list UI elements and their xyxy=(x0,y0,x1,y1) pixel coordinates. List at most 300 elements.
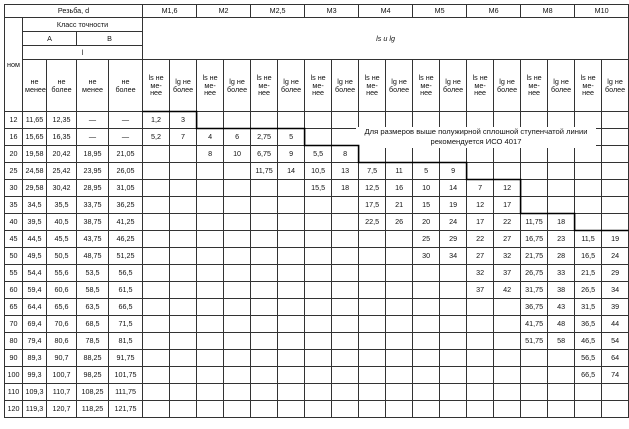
lg-cell: 16 xyxy=(386,180,413,197)
a-max-cell: 110,7 xyxy=(47,384,77,401)
ls-cell: 12 xyxy=(467,197,494,214)
lg-cell xyxy=(548,197,575,214)
ls-cell: 37 xyxy=(467,282,494,299)
lg-cell xyxy=(548,163,575,180)
lg-cell xyxy=(386,316,413,333)
lg-cell xyxy=(278,265,305,282)
ls-cell xyxy=(251,316,278,333)
ls-cell: 2,75 xyxy=(251,129,278,146)
lg-cell xyxy=(386,282,413,299)
lg-cell xyxy=(494,299,521,316)
lg-cell xyxy=(278,231,305,248)
ls-cell xyxy=(305,350,332,367)
ls-cell: 15,5 xyxy=(305,180,332,197)
ls-cell xyxy=(305,248,332,265)
bolt-length-table xyxy=(4,4,629,418)
lg-cell xyxy=(332,367,359,384)
nom-cell: 45 xyxy=(5,231,23,248)
ls-cell xyxy=(197,333,224,350)
lg-cell: 34 xyxy=(602,282,629,299)
ls-cell xyxy=(359,248,386,265)
lg-cell xyxy=(386,112,413,129)
lg-cell xyxy=(548,112,575,129)
lg-cell xyxy=(170,384,197,401)
ls-cell xyxy=(197,367,224,384)
lg-cell: 58 xyxy=(548,333,575,350)
lg-cell xyxy=(170,299,197,316)
lg-cell: 18 xyxy=(332,180,359,197)
lg-cell xyxy=(332,282,359,299)
b-max-cell: 31,05 xyxy=(109,180,143,197)
thread-m6: M6 xyxy=(467,5,521,18)
ls-cell xyxy=(143,401,170,418)
a-min-cell: 39,5 xyxy=(23,214,47,231)
a-min-cell: 44,5 xyxy=(23,231,47,248)
lg-cell xyxy=(386,231,413,248)
nom-cell: 60 xyxy=(5,282,23,299)
ls-cell xyxy=(305,112,332,129)
ls-cell xyxy=(521,350,548,367)
ls-cell xyxy=(359,401,386,418)
lg-cell: 29 xyxy=(602,265,629,282)
lg-cell: 23 xyxy=(548,231,575,248)
nom-cell: 100 xyxy=(5,367,23,384)
lg-cell xyxy=(278,299,305,316)
lg-cell xyxy=(170,401,197,418)
ls-cell xyxy=(197,401,224,418)
lg-max-header: lg не более xyxy=(170,60,197,112)
lg-cell: 13 xyxy=(332,163,359,180)
lg-cell: 32 xyxy=(494,248,521,265)
b-max-cell: 51,25 xyxy=(109,248,143,265)
ls-cell xyxy=(251,180,278,197)
ls-cell xyxy=(413,384,440,401)
table-row xyxy=(5,282,629,299)
a-max-header: не более xyxy=(47,60,77,112)
b-min-cell: 23,95 xyxy=(77,163,109,180)
lg-cell: 12 xyxy=(494,180,521,197)
b-max-cell: 101,75 xyxy=(109,367,143,384)
b-min-cell: 63,5 xyxy=(77,299,109,316)
thread-m1-6: M1,6 xyxy=(143,5,197,18)
thread-m10: M10 xyxy=(575,5,629,18)
ls-cell: 5,5 xyxy=(305,146,332,163)
lg-cell xyxy=(224,333,251,350)
ls-cell xyxy=(521,401,548,418)
ls-cell xyxy=(305,129,332,146)
nom-cell: 16 xyxy=(5,129,23,146)
lg-cell xyxy=(170,231,197,248)
ls-cell xyxy=(467,299,494,316)
ls-cell xyxy=(359,350,386,367)
a-min-cell: 49,5 xyxy=(23,248,47,265)
lg-cell xyxy=(494,316,521,333)
lg-cell xyxy=(170,333,197,350)
ls-cell xyxy=(197,384,224,401)
b-max-cell: 26,05 xyxy=(109,163,143,180)
lg-cell: 19 xyxy=(602,231,629,248)
b-min-cell: 58,5 xyxy=(77,282,109,299)
lg-cell xyxy=(332,316,359,333)
ls-cell: 46,5 xyxy=(575,333,602,350)
ls-cell xyxy=(305,282,332,299)
ls-cell xyxy=(575,197,602,214)
lg-cell xyxy=(224,197,251,214)
lg-cell xyxy=(224,316,251,333)
thread-m2: M2 xyxy=(197,5,251,18)
lg-cell xyxy=(602,214,629,231)
ls-cell: 41,75 xyxy=(521,316,548,333)
lg-cell: 26 xyxy=(386,214,413,231)
ls-cell xyxy=(575,384,602,401)
b-min-cell: 118,25 xyxy=(77,401,109,418)
b-max-cell: 56,5 xyxy=(109,265,143,282)
lg-cell xyxy=(494,163,521,180)
lg-cell xyxy=(602,112,629,129)
ls-cell xyxy=(575,146,602,163)
b-min-cell: — xyxy=(77,112,109,129)
lg-cell: 42 xyxy=(494,282,521,299)
ls-cell xyxy=(143,214,170,231)
ls-cell xyxy=(143,350,170,367)
lg-cell xyxy=(170,350,197,367)
lg-cell xyxy=(332,265,359,282)
ls-cell: 26,75 xyxy=(521,265,548,282)
a-max-cell: 70,6 xyxy=(47,316,77,333)
lg-cell xyxy=(548,401,575,418)
thread-m5: M5 xyxy=(413,5,467,18)
thread-header: Резьба, d xyxy=(5,5,143,18)
ls-cell: 36,75 xyxy=(521,299,548,316)
a-min-cell: 19,58 xyxy=(23,146,47,163)
lg-cell xyxy=(386,265,413,282)
ls-cell xyxy=(143,197,170,214)
lg-cell xyxy=(494,146,521,163)
ls-cell xyxy=(143,282,170,299)
ls-cell xyxy=(359,367,386,384)
lg-cell xyxy=(170,248,197,265)
ls-cell: 11,75 xyxy=(521,214,548,231)
b-max-cell: 46,25 xyxy=(109,231,143,248)
lg-cell: 9 xyxy=(440,163,467,180)
lg-cell xyxy=(170,214,197,231)
b-max-cell: 21,05 xyxy=(109,146,143,163)
b-max-cell: 121,75 xyxy=(109,401,143,418)
ls-cell xyxy=(359,112,386,129)
b-min-cell: 108,25 xyxy=(77,384,109,401)
lg-cell xyxy=(440,112,467,129)
ls-cell xyxy=(413,112,440,129)
b-max-cell: 36,25 xyxy=(109,197,143,214)
a-max-cell: 45,5 xyxy=(47,231,77,248)
a-max-cell: 12,35 xyxy=(47,112,77,129)
lg-cell: 74 xyxy=(602,367,629,384)
ls-cell xyxy=(359,384,386,401)
a-max-cell: 25,42 xyxy=(47,163,77,180)
lg-cell xyxy=(494,350,521,367)
ls-cell xyxy=(197,214,224,231)
lg-cell xyxy=(224,282,251,299)
thread-m2-5: M2,5 xyxy=(251,5,305,18)
ls-cell: 30 xyxy=(413,248,440,265)
lg-cell xyxy=(602,180,629,197)
table-row xyxy=(5,333,629,350)
b-max-cell: 41,25 xyxy=(109,214,143,231)
ls-cell xyxy=(251,112,278,129)
lg-cell xyxy=(170,146,197,163)
ls-cell xyxy=(197,112,224,129)
ls-cell xyxy=(467,333,494,350)
ls-cell xyxy=(143,333,170,350)
lg-cell xyxy=(278,384,305,401)
a-max-cell: 90,7 xyxy=(47,350,77,367)
lg-cell xyxy=(494,384,521,401)
ls-cell xyxy=(467,384,494,401)
ls-cell xyxy=(143,367,170,384)
b-min-cell: 48,75 xyxy=(77,248,109,265)
lg-cell xyxy=(332,214,359,231)
table-row xyxy=(5,146,629,163)
ls-cell xyxy=(305,333,332,350)
lg-cell xyxy=(494,367,521,384)
ls-cell xyxy=(305,316,332,333)
ls-cell xyxy=(305,384,332,401)
ls-min-header: ls не ме-нее xyxy=(413,60,440,112)
lg-max-header: lg не более xyxy=(602,60,629,112)
ls-cell xyxy=(251,214,278,231)
lg-cell xyxy=(602,129,629,146)
b-min-cell: 38,75 xyxy=(77,214,109,231)
lg-cell xyxy=(602,384,629,401)
a-min-cell: 79,4 xyxy=(23,333,47,350)
lg-max-header: lg не более xyxy=(278,60,305,112)
ls-cell xyxy=(467,401,494,418)
table-row xyxy=(5,197,629,214)
lg-cell xyxy=(386,248,413,265)
ls-cell xyxy=(143,180,170,197)
ls-cell xyxy=(251,384,278,401)
ls-cell: 56,5 xyxy=(575,350,602,367)
lg-cell: 39 xyxy=(602,299,629,316)
a-max-cell: 100,7 xyxy=(47,367,77,384)
b-min-cell: 88,25 xyxy=(77,350,109,367)
ls-cell xyxy=(521,197,548,214)
lg-cell: 43 xyxy=(548,299,575,316)
nom-cell: 20 xyxy=(5,146,23,163)
ls-cell xyxy=(413,333,440,350)
lg-max-header: lg не более xyxy=(548,60,575,112)
ls-cell xyxy=(413,401,440,418)
lg-cell: 34 xyxy=(440,248,467,265)
ls-cell xyxy=(251,282,278,299)
ls-cell xyxy=(413,316,440,333)
lg-cell: 37 xyxy=(494,265,521,282)
ls-cell xyxy=(305,265,332,282)
ls-cell: 31,5 xyxy=(575,299,602,316)
ls-cell xyxy=(413,146,440,163)
ls-cell xyxy=(197,265,224,282)
ls-cell: 6,75 xyxy=(251,146,278,163)
lg-cell xyxy=(170,163,197,180)
lg-cell: 7 xyxy=(170,129,197,146)
ls-cell xyxy=(143,248,170,265)
ls-cell: 22,5 xyxy=(359,214,386,231)
lg-cell xyxy=(224,367,251,384)
a-min-cell: 64,4 xyxy=(23,299,47,316)
table-row xyxy=(5,299,629,316)
ls-cell: 16,75 xyxy=(521,231,548,248)
a-min-cell: 34,5 xyxy=(23,197,47,214)
lg-max-header: lg не более xyxy=(224,60,251,112)
nom-cell: 110 xyxy=(5,384,23,401)
ls-min-header: ls не ме-нее xyxy=(143,60,170,112)
b-min-cell: 53,5 xyxy=(77,265,109,282)
ls-cell xyxy=(521,146,548,163)
ls-cell: 5,2 xyxy=(143,129,170,146)
ls-cell xyxy=(305,197,332,214)
lg-cell: 24 xyxy=(440,214,467,231)
a-max-cell: 40,5 xyxy=(47,214,77,231)
lg-cell xyxy=(224,231,251,248)
ls-cell: 31,75 xyxy=(521,282,548,299)
ls-cell: 36,5 xyxy=(575,316,602,333)
a-min-cell: 99,3 xyxy=(23,367,47,384)
ls-cell xyxy=(305,367,332,384)
lg-cell xyxy=(278,197,305,214)
table-row xyxy=(5,231,629,248)
lg-cell: 38 xyxy=(548,282,575,299)
table-row xyxy=(5,316,629,333)
a-min-cell: 119,3 xyxy=(23,401,47,418)
b-max-cell: 81,5 xyxy=(109,333,143,350)
lg-cell xyxy=(386,333,413,350)
ls-cell: 12,5 xyxy=(359,180,386,197)
ls-cell xyxy=(251,248,278,265)
ls-cell xyxy=(521,180,548,197)
lg-cell xyxy=(170,180,197,197)
ls-cell: 5 xyxy=(413,163,440,180)
lg-cell xyxy=(332,350,359,367)
ls-cell: 51,75 xyxy=(521,333,548,350)
a-max-cell: 30,42 xyxy=(47,180,77,197)
lg-cell xyxy=(278,112,305,129)
ls-cell xyxy=(305,231,332,248)
ls-cell xyxy=(197,180,224,197)
lg-cell xyxy=(602,146,629,163)
lg-cell: 17 xyxy=(494,197,521,214)
lg-cell xyxy=(548,384,575,401)
ls-cell xyxy=(143,384,170,401)
nom-cell: 25 xyxy=(5,163,23,180)
lg-cell xyxy=(224,214,251,231)
ls-cell xyxy=(413,299,440,316)
ls-cell xyxy=(251,333,278,350)
table-row xyxy=(5,163,629,180)
ls-cell xyxy=(359,265,386,282)
nom-cell: 70 xyxy=(5,316,23,333)
ls-cell xyxy=(305,214,332,231)
a-min-cell: 109,3 xyxy=(23,384,47,401)
lg-cell xyxy=(332,231,359,248)
b-min-cell: 28,95 xyxy=(77,180,109,197)
lg-cell xyxy=(602,401,629,418)
lg-cell: 54 xyxy=(602,333,629,350)
b-min-header: не менее xyxy=(77,60,109,112)
lg-cell: 22 xyxy=(494,214,521,231)
lg-max-header: lg не более xyxy=(494,60,521,112)
lg-cell: 9 xyxy=(278,146,305,163)
ls-cell: 26,5 xyxy=(575,282,602,299)
table-row xyxy=(5,384,629,401)
lg-cell xyxy=(494,333,521,350)
lg-cell: 48 xyxy=(548,316,575,333)
nom-cell: 120 xyxy=(5,401,23,418)
lg-cell xyxy=(494,401,521,418)
b-max-cell: 71,5 xyxy=(109,316,143,333)
lg-max-header: lg не более xyxy=(440,60,467,112)
a-min-cell: 11,65 xyxy=(23,112,47,129)
lg-cell xyxy=(224,384,251,401)
a-max-cell: 50,5 xyxy=(47,248,77,265)
ls-cell xyxy=(197,197,224,214)
b-min-cell: 43,75 xyxy=(77,231,109,248)
ls-min-header: ls не ме-нее xyxy=(521,60,548,112)
lg-cell xyxy=(440,333,467,350)
lg-cell xyxy=(224,248,251,265)
accuracy-class-header: Класс точности xyxy=(23,18,143,32)
nom-cell: 35 xyxy=(5,197,23,214)
lg-cell xyxy=(386,401,413,418)
l-header: l xyxy=(23,46,143,60)
lg-cell xyxy=(278,350,305,367)
ls-cell xyxy=(143,146,170,163)
dimension-table-container xyxy=(4,4,628,424)
lg-cell xyxy=(332,112,359,129)
lg-cell xyxy=(170,265,197,282)
a-min-cell: 29,58 xyxy=(23,180,47,197)
lg-cell: 33 xyxy=(548,265,575,282)
lg-cell xyxy=(548,180,575,197)
lg-cell: 10 xyxy=(224,146,251,163)
lg-cell xyxy=(170,197,197,214)
a-min-header: не менее xyxy=(23,60,47,112)
nom-cell: 55 xyxy=(5,265,23,282)
b-min-cell: — xyxy=(77,129,109,146)
a-min-cell: 24,58 xyxy=(23,163,47,180)
ls-cell xyxy=(359,282,386,299)
table-row xyxy=(5,350,629,367)
lg-cell: 28 xyxy=(548,248,575,265)
ls-cell xyxy=(197,163,224,180)
lg-cell: 24 xyxy=(602,248,629,265)
ls-cell xyxy=(305,401,332,418)
lg-cell xyxy=(170,316,197,333)
lg-cell: 64 xyxy=(602,350,629,367)
ls-cell xyxy=(467,367,494,384)
lg-cell xyxy=(332,401,359,418)
lg-cell xyxy=(224,180,251,197)
ls-cell: 7 xyxy=(467,180,494,197)
lg-cell xyxy=(278,282,305,299)
lg-cell xyxy=(224,350,251,367)
b-min-cell: 78,5 xyxy=(77,333,109,350)
ls-cell xyxy=(143,163,170,180)
lg-cell xyxy=(440,282,467,299)
lg-cell xyxy=(440,265,467,282)
ls-cell xyxy=(575,401,602,418)
ls-cell xyxy=(359,146,386,163)
ls-cell xyxy=(521,163,548,180)
